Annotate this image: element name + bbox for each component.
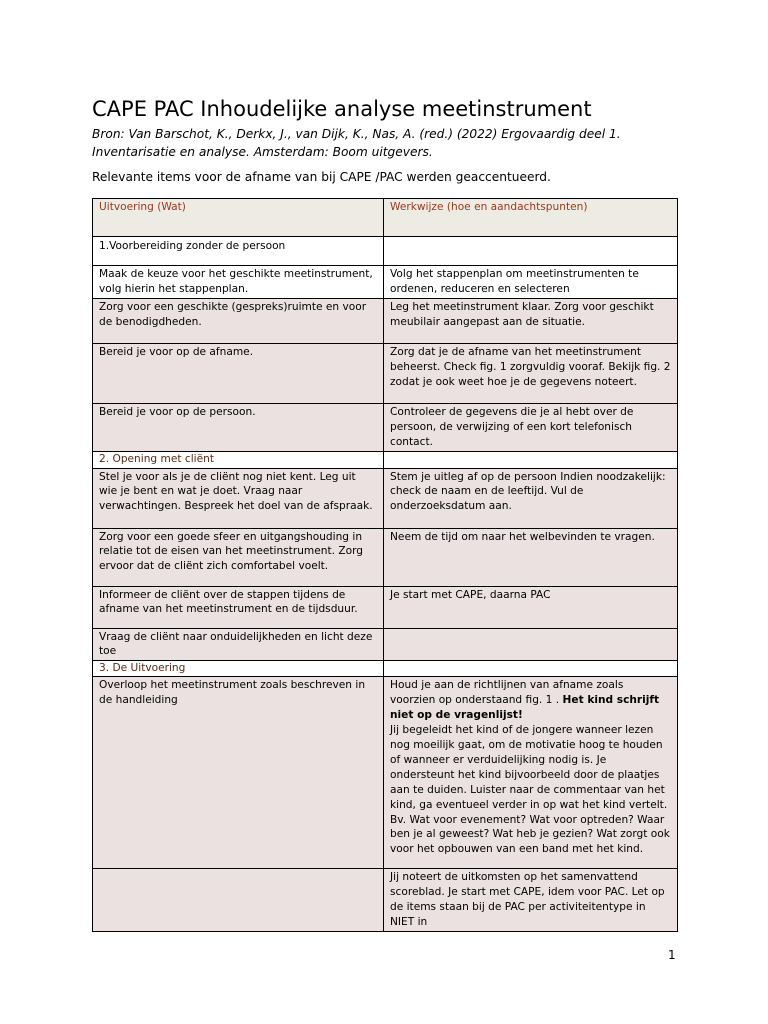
section-row [93,451,678,468]
instruction-text: Jij begeleidt het kind of de jongere wanneer lezen nog moeilijk gaat, om de motivatie hoog te houden of wanneer er verduidelijking nodig is. Je ondersteunt het kind bijvoorbeeld door de plaatjes aan te duiden. Luister naar de commentaar van het kind, ga eventueel verder in op wat het kind vertelt. Bv. Wat voor evenement? Wat voor optreden? Waar ben je al geweest? Wat heb je gezien? Wat zorgt ook voor het opbouwen van een band met het kind. [390,724,670,856]
table-cell-how [384,677,678,869]
section-title: 2. Opening met cliënt [93,451,384,468]
table-row [93,266,678,299]
table-cell-what: Vraag de cliënt naar onduidelijkheden en licht deze toe [93,628,384,661]
source-citation: Bron: Van Barschot, K., Derkx, J., van Dijk, K., Nas, A. (red.) (2022) Ergovaardig deel 1. Inventarisatie en analyse. Amsterdam: Boom uitgevers. [92,127,621,159]
table-row [93,343,678,403]
table-cell-how: Leg het meetinstrument klaar. Zorg voor geschikt meubilair aangepast aan de situatie. [384,298,678,343]
table-cell [384,661,678,677]
table-cell-how: Controleer de gegevens die je al hebt over de persoon, de verwijzing of een kort telefonisch contact. [384,403,678,451]
intro-text: Relevante items voor de afname van bij CAPE /PAC werden geaccentueerd. [92,170,551,184]
table-cell-what: Zorg voor een geschikte (gespreks)ruimte en voor de benodigdheden. [93,298,384,343]
table-header-row [93,199,678,237]
table-row [93,403,678,451]
table-cell-what: Zorg voor een goede sfeer en uitgangshouding in relatie tot de eisen van het meetinstrument. Zorg ervoor dat de cliënt zich comfortabel voelt. [93,528,384,586]
table-cell [384,451,678,468]
table-cell-how: Stem je uitleg af op de persoon Indien noodzakelijk: check de naam en de leeftijd. Vul de onderzoeksdatum aan. [384,468,678,528]
table-cell [384,237,678,266]
header-what: Uitvoering (Wat) [93,199,384,237]
table-cell-how: Je start met CAPE, daarna PAC [384,586,678,628]
table-cell-what: Bereid je voor op de afname. [93,343,384,403]
table-row [93,586,678,628]
section-row [93,661,678,677]
header-how: Werkwijze (hoe en aandachtspunten) [384,199,678,237]
table-row [93,869,678,932]
table-row [93,298,678,343]
table-cell-how [384,628,678,661]
analysis-table [92,198,678,932]
section-title: 3. De Uitvoering [93,661,384,677]
table-cell-how: Neem de tijd om naar het welbevinden te vragen. [384,528,678,586]
table-cell-how: Jij noteert de uitkomsten op het samenvattend scoreblad. Je start met CAPE, idem voor PAC. Let op de items staan bij de PAC per activiteitentype in NIET in [384,869,678,932]
table-cell-what: Overloop het meetinstrument zoals beschreven in de handleiding [93,677,384,869]
table-row [93,628,678,661]
table-row [93,468,678,528]
table-cell-what: Informeer de cliënt over de stappen tijdens de afname van het meetinstrument en de tijdsduur. [93,586,384,628]
table-cell-what [93,869,384,932]
section-title: 1.Voorbereiding zonder de persoon [93,237,384,266]
page-number: 1 [668,948,676,962]
table-row [93,528,678,586]
instruction-emphasis: Het kind schrijft niet op de vragenlijst! [390,694,660,722]
section-row [93,237,678,266]
table-row [93,677,678,869]
instruction-text: Houd je aan de richtlijnen van afname zoals voorzien op onderstaand fig. 1 . [390,679,624,707]
page-title: CAPE PAC Inhoudelijke analyse meetinstrument [92,97,592,121]
table-cell-how: Zorg dat je de afname van het meetinstrument beheerst. Check fig. 1 zorgvuldig vooraf. Bekijk fig. 2 zodat je ook weet hoe je de gegevens noteert. [384,343,678,403]
table-cell-what: Stel je voor als je de cliënt nog niet kent. Leg uit wie je bent en wat je doet. Vraag naar verwachtingen. Bespreek het doel van de afspraak. [93,468,384,528]
table-cell-how: Volg het stappenplan om meetinstrumenten te ordenen, reduceren en selecteren [384,266,678,299]
table-cell-what: Maak de keuze voor het geschikte meetinstrument, volg hierin het stappenplan. [93,266,384,299]
table-cell-what: Bereid je voor op de persoon. [93,403,384,451]
